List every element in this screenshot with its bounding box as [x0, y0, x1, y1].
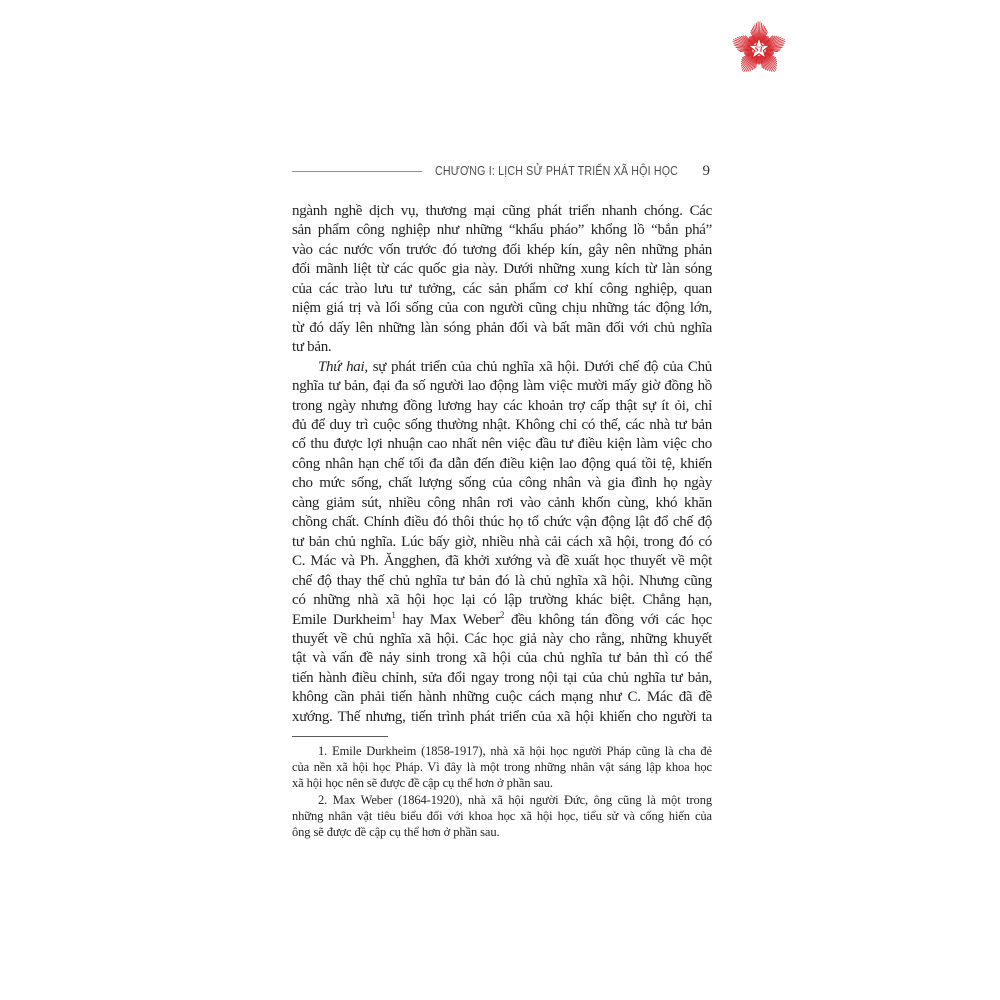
body-text: [292, 202, 712, 727]
publisher-star-logo: [726, 16, 792, 82]
text-line: 1. Emile Durkheim (1858-1917), nhà xã hội học người Pháp cũng là cha đẻ: [318, 744, 712, 758]
text-line: chế độ thay thế chủ nghĩa tư bản đó là chủ nghĩa xã hội. Nhưng cũng: [292, 572, 712, 589]
text-line: có những nhà xã hội học lại có lập trường khác biệt. Chẳng hạn,: [292, 592, 712, 609]
text-line: thuyết về chủ nghĩa xã hội. Các học giả này cho rằng, những khuyết: [292, 630, 712, 647]
text-line: không cần phải tiến hành những cuộc cách mạng như C. Mác đã đề: [292, 689, 712, 706]
text-line: đối mãnh liệt từ các quốc gia này. Dưới những xung kích từ làn sóng: [292, 261, 712, 278]
paragraph: [292, 202, 712, 358]
text-line: xướng. Thế nhưng, tiến trình phát triển của xã hội khiến cho người ta: [292, 708, 712, 725]
footnote: [292, 792, 712, 841]
header-rule: [292, 171, 422, 172]
text-line: chồng chất. Chính điều đó thôi thúc họ tổ chức vận động lật đổ chế độ: [292, 514, 712, 531]
text-line: cố thu được lợi nhuận cao nhất nên việc đầu tư điều kiện làm việc cho: [292, 436, 712, 453]
text-line: những nhân vật tiêu biểu đối với khoa học xã hội học, tiểu sử và cống hiến của: [292, 808, 712, 823]
footnote-ref: 2: [499, 609, 505, 620]
text-line: 2. Max Weber (1864-1920), nhà xã hội người Đức, ông cũng là một trong: [318, 792, 712, 807]
chapter-header-box: [435, 162, 679, 180]
footnote: [292, 743, 712, 792]
text-line: ngành nghề dịch vụ, thương mại cũng phát triển nhanh chóng. Các: [292, 203, 712, 219]
chapter-header: CHƯƠNG I: LỊCH SỬ PHÁT TRIỂN XÃ HỘI HỌC: [435, 163, 679, 178]
text-line: của nền xã hội học Pháp. Vì đây là một trong những nhân vật sáng lập khoa học: [292, 760, 712, 775]
footnote-ref: 1: [391, 609, 396, 620]
text-line: Emile Durkheim$^1$ hay Max Weber$^2$ đều không tán đồng với các học: [292, 609, 712, 628]
footnotes: [292, 736, 712, 840]
text-line: C. Mác và Ph. Ăngghen, đã khởi xướng và đề xuất học thuyết về một: [292, 553, 712, 570]
text-line: sản phẩm công nghiệp như những “khẩu pháo” khổng lồ “bắn phá”: [292, 222, 712, 239]
text-line: càng giảm sút, nhiều công nhân rơi vào cảnh khốn cùng, khó khăn: [292, 494, 712, 511]
text-line: nghĩa tư bản, đại đa số người lao động làm việc mười mấy giờ đồng hồ: [292, 378, 712, 395]
text-line: Thứ hai, sự phát triển của chủ nghĩa xã hội. Dưới chế độ của Chủ: [318, 358, 712, 375]
text-line: tư bản.: [292, 339, 332, 356]
text-line: công nhân hạn chế tối đa dẫn đến điều kiện lao động quá tồi tệ, khiến: [292, 455, 712, 472]
page-header: [292, 161, 710, 181]
text-line: niệm giá trị và lối sống của con người cũng chịu những tác động lớn,: [292, 300, 712, 317]
text-line: đủ để duy trì cuộc sống thường nhật. Không chỉ có thế, các nhà tư bản: [292, 416, 712, 433]
star-burst-icon: [726, 16, 792, 82]
text-line: vào các nước vốn trước đó tương đối khép kín, gây nên những phản: [292, 241, 712, 258]
paragraph: [292, 358, 712, 728]
text-line: ông sẽ được đề cập cụ thể hơn ở phần sau.: [292, 825, 500, 840]
text-line: của các trào lưu tư tưởng, các sản phẩm cơ khí công nghiệp, quan: [292, 280, 712, 297]
text-line: trong ngày nhưng đồng lương hay các khoản trợ cấp thật sự ít ỏi, chỉ: [292, 397, 712, 414]
text-line: tiến hành điều chỉnh, sửa đổi ngay trong nội tại của chủ nghĩa tư bản,: [292, 669, 712, 686]
footnote-rule: [292, 736, 388, 737]
svg-text:ST: ST: [754, 44, 764, 54]
text-line: từ đó dấy lên những làn sóng phản đối và bất mãn đối với chủ nghĩa: [292, 319, 712, 336]
text-line: cho mức sống, chất lượng sống của công nhân và gia đình họ ngày: [292, 475, 712, 492]
page-number: 9: [702, 162, 710, 179]
text-line: xã hội học nên sẽ được đề cập cụ thể hơn ở phần sau.: [292, 776, 553, 791]
text-line: tật và vấn đề nảy sinh trong xã hội của chủ nghĩa tư bản thì có thể: [292, 650, 712, 667]
text-line: tư bản chủ nghĩa. Lúc bấy giờ, nhiều nhà cải cách xã hội, trong đó có: [292, 533, 712, 550]
